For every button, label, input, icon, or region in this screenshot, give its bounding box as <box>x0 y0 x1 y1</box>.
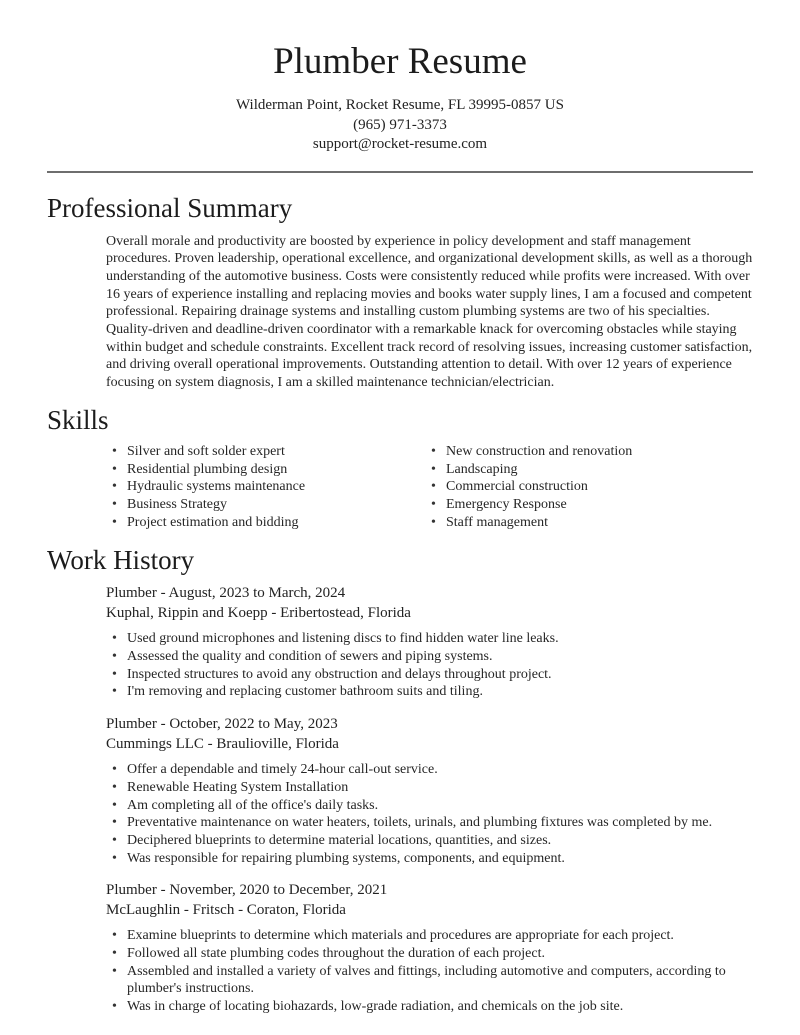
address: Wilderman Point, Rocket Resume, FL 39995-0857 US <box>236 97 564 113</box>
skill-item: • Residential plumbing design <box>106 461 425 479</box>
resume-title: Plumber Resume <box>273 41 527 82</box>
skills-heading: Skills <box>47 404 109 435</box>
job-company-location: Kuphal, Rippin and Koepp - Eribertostead, Florida <box>106 604 411 621</box>
skills-column-right <box>425 443 744 532</box>
job-bullets <box>106 761 753 867</box>
job-bullet: • Examine blueprints to determine which materials and procedures are appropriate for each project. <box>106 927 753 945</box>
job-bullets <box>106 927 753 1016</box>
job-bullet: • Am completing all of the office's daily tasks. <box>106 797 753 815</box>
job-bullet: • Inspected structures to avoid any obstruction and delays throughout project. <box>106 666 753 684</box>
job-bullets <box>106 630 753 701</box>
job-company-location: McLaughlin - Fritsch - Coraton, Florida <box>106 901 346 918</box>
work-history-heading: Work History <box>47 545 195 576</box>
skill-item: • Hydraulic systems maintenance <box>106 478 425 496</box>
job-company-location: Cummings LLC - Braulioville, Florida <box>106 735 339 752</box>
phone: (965) 971-3373 <box>353 116 447 133</box>
skill-item: • Silver and soft solder expert <box>106 443 425 461</box>
job-bullet: • Assessed the quality and condition of sewers and piping systems. <box>106 648 753 666</box>
summary-heading: Professional Summary <box>47 192 293 223</box>
job-bullet: • Assembled and installed a variety of valves and fittings, including automotive and computers, according to plumber's instructions. <box>106 963 753 998</box>
job-bullet: • Was responsible for repairing plumbing systems, components, and equipment. <box>106 850 753 868</box>
skill-item: • Project estimation and bidding <box>106 514 425 532</box>
job-bullet: • Used ground microphones and listening discs to find hidden water line leaks. <box>106 630 753 648</box>
email: support@rocket-resume.com <box>312 136 488 152</box>
job-bullet: • Offer a dependable and timely 24-hour call-out service. <box>106 761 753 779</box>
job-bullet: • Renewable Heating System Installation <box>106 779 753 797</box>
header-divider <box>47 171 753 173</box>
skill-item: • Emergency Response <box>425 496 744 514</box>
job-bullet: • I'm removing and replacing customer bathroom suits and tiling. <box>106 683 753 701</box>
job-bullet: • Was in charge of locating biohazards, low-grade radiation, and chemicals on the job site. <box>106 998 753 1016</box>
skills-list <box>106 443 753 532</box>
job-entry <box>106 881 753 1016</box>
job-bullet: • Followed all state plumbing codes throughout the duration of each project. <box>106 945 753 963</box>
skill-item: • Landscaping <box>425 461 744 479</box>
job-entry <box>106 715 753 867</box>
skill-item: • Staff management <box>425 514 744 532</box>
skill-item: • New construction and renovation <box>425 443 744 461</box>
resume-header <box>47 0 753 155</box>
job-title-dates: Plumber - August, 2023 to March, 2024 <box>106 585 346 602</box>
job-bullet: • Preventative maintenance on water heaters, toilets, urinals, and plumbing fixtures was completed by me. <box>106 814 753 832</box>
summary-text: Overall morale and productivity are boosted by experience in policy development and staff management procedures. Proven leadership, operational excellence, and organizational development skills, as well as a thorough understanding of the automotive business. Costs were consistently reduced while profits were increased. With over 16 years of experience installing and replacing movies and books water supply lines, I am a focused and competent professional. Repairing drainage systems and installing custom plumbing systems are two of his specialties. Quality-driven and deadline-driven coordinator with a remarkable knack for overcoming obstacles while staying within budget and schedule constraints. Excellent track record of resolving issues, increasing customer satisfaction, and driving overall operational improvements. Outstanding attention to detail. With over 12 years of experience focusing on system diagnosis, I am a skilled maintenance technician/electrician. <box>106 233 753 391</box>
job-entry <box>106 584 753 701</box>
skill-item: • Commercial construction <box>425 478 744 496</box>
skill-item: • Business Strategy <box>106 496 425 514</box>
job-bullet: • Deciphered blueprints to determine material locations, quantities, and sizes. <box>106 832 753 850</box>
contact-info <box>47 96 753 155</box>
job-title-dates: Plumber - November, 2020 to December, 2021 <box>106 882 388 899</box>
skills-column-left <box>106 443 425 532</box>
job-title-dates: Plumber - October, 2022 to May, 2023 <box>106 716 338 733</box>
